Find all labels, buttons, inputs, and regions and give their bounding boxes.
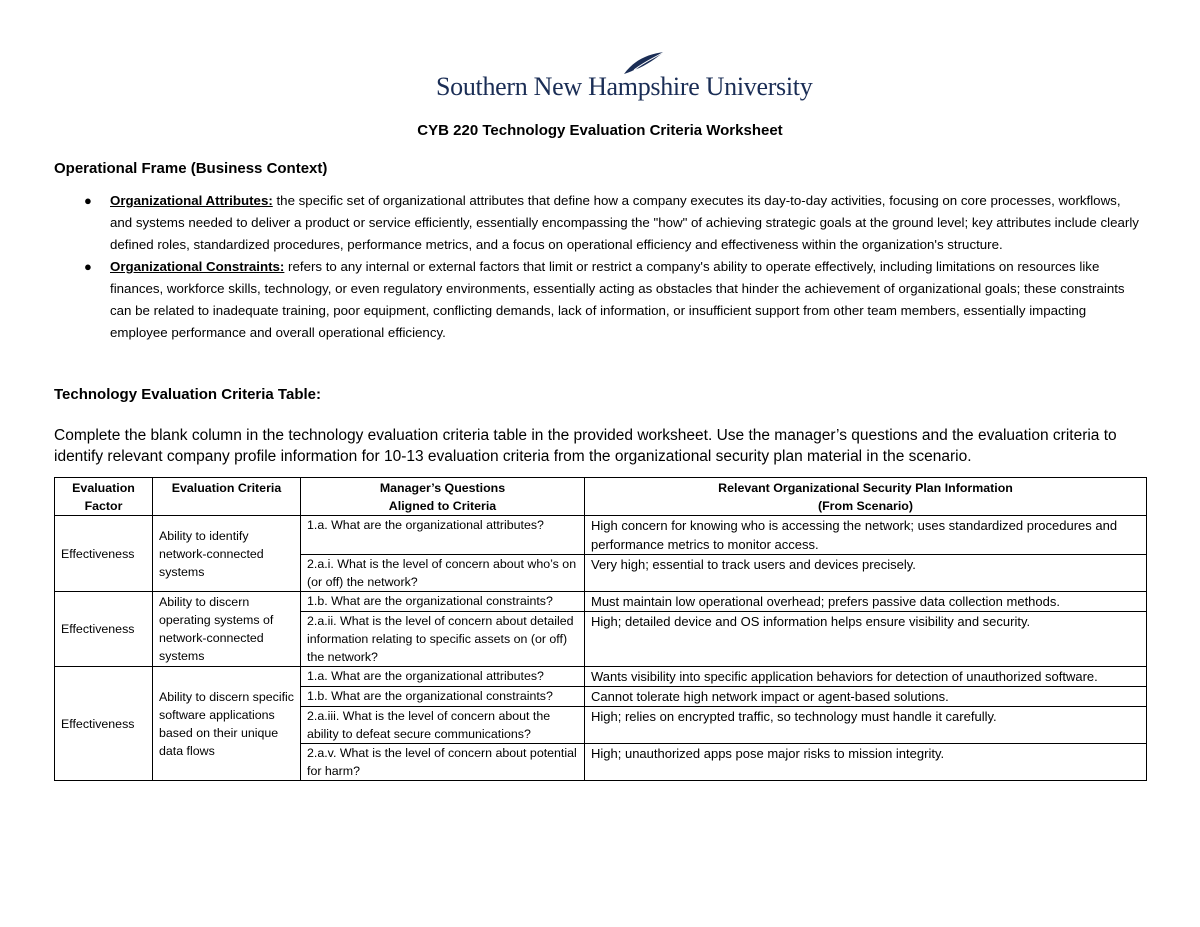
evaluation-factor-cell: Effectiveness (55, 667, 153, 781)
list-item (54, 256, 1144, 344)
answer-cell[interactable]: Cannot tolerate high network impact or agent-based solutions. (585, 687, 1147, 707)
evaluation-criteria-cell: Ability to discern operating systems of network-connected systems (153, 592, 301, 667)
answer-cell[interactable]: High concern for knowing who is accessing the network; uses standardized procedures and performance metrics to monitor access. (585, 516, 1147, 555)
bullet-icon: ● (84, 193, 92, 208)
question-cell: 1.b. What are the organizational constraints? (301, 687, 585, 707)
table-header-row (55, 478, 1147, 516)
definition-term: Organizational Attributes: (110, 193, 273, 208)
table-row (55, 667, 1147, 687)
definition-text: the specific set of organizational attributes that define how a company executes its day-to-day activities, focusing on core processes, workflows, and systems needed to deliver a product or service efficiently, essentially encompassing the "how" of achieving strategic goals at the ground level; key attributes include clearly defined roles, standardized procedures, performance metrics, and a focus on operational efficiency and effectiveness within the organization's structure. (110, 193, 1139, 252)
answer-cell[interactable]: High; detailed device and OS information helps ensure visibility and security. (585, 612, 1147, 667)
evaluation-factor-cell: Effectiveness (55, 516, 153, 592)
header-managers-questions: Manager’s Questions Aligned to Criteria (301, 478, 585, 516)
header-evaluation-factor: Evaluation Factor (55, 478, 153, 516)
table-row (55, 592, 1147, 612)
definition-term: Organizational Constraints: (110, 259, 285, 274)
answer-cell[interactable]: Very high; essential to track users and devices precisely. (585, 555, 1147, 592)
definition-text: refers to any internal or external factors that limit or restrict a company's ability to operate effectively, including limitations on resources like finances, workforce skills, technology, or even regulatory environments, essentially acting as obstacles that hinder the achievement of organizational goals; these constraints can be related to inadequate training, poor equipment, conflicting demands, lack of information, or insufficient support from other team members, essentially impacting employee performance and overall operational efficiency. (110, 259, 1125, 340)
evaluation-criteria-cell: Ability to discern specific software applications based on their unique data flows (153, 667, 301, 781)
header-evaluation-criteria: Evaluation Criteria (153, 478, 301, 516)
evaluation-criteria-cell: Ability to identify network-connected systems (153, 516, 301, 592)
document-title: CYB 220 Technology Evaluation Criteria Worksheet (417, 122, 783, 139)
definitions-list (54, 190, 1144, 344)
question-cell: 2.a.ii. What is the level of concern about detailed information relating to specific assets on (or off) the network? (301, 612, 585, 667)
question-cell: 2.a.v. What is the level of concern about potential for harm? (301, 744, 585, 781)
header-security-plan-info: Relevant Organizational Security Plan Information (From Scenario) (585, 478, 1147, 516)
question-cell: 2.a.iii. What is the level of concern about the ability to defeat secure communications? (301, 707, 585, 744)
table-row (55, 516, 1147, 555)
answer-cell[interactable]: High; relies on encrypted traffic, so technology must handle it carefully. (585, 707, 1147, 744)
university-name: Southern New Hampshire University (436, 72, 813, 101)
operational-frame-heading: Operational Frame (Business Context) (54, 160, 328, 177)
university-logo (436, 50, 813, 106)
answer-cell[interactable]: Wants visibility into specific application behaviors for detection of unauthorized software. (585, 667, 1147, 687)
table-heading: Technology Evaluation Criteria Table: (54, 386, 321, 403)
bullet-icon: ● (84, 259, 92, 274)
question-cell: 1.b. What are the organizational constraints? (301, 592, 585, 612)
question-cell: 1.a. What are the organizational attributes? (301, 516, 585, 555)
answer-cell[interactable]: High; unauthorized apps pose major risks to mission integrity. (585, 744, 1147, 781)
criteria-table (54, 477, 1147, 781)
question-cell: 2.a.i. What is the level of concern about who’s on (or off) the network? (301, 555, 585, 592)
evaluation-factor-cell: Effectiveness (55, 592, 153, 667)
answer-cell[interactable]: Must maintain low operational overhead; prefers passive data collection methods. (585, 592, 1147, 612)
instructions-paragraph: Complete the blank column in the technology evaluation criteria table in the provided worksheet. Use the manager’s questions and the evaluation criteria to identify relevant company profile information for 10-13 evaluation criteria from the organizational security plan material in the scenario. (54, 427, 1117, 465)
question-cell: 1.a. What are the organizational attributes? (301, 667, 585, 687)
list-item (54, 190, 1144, 256)
